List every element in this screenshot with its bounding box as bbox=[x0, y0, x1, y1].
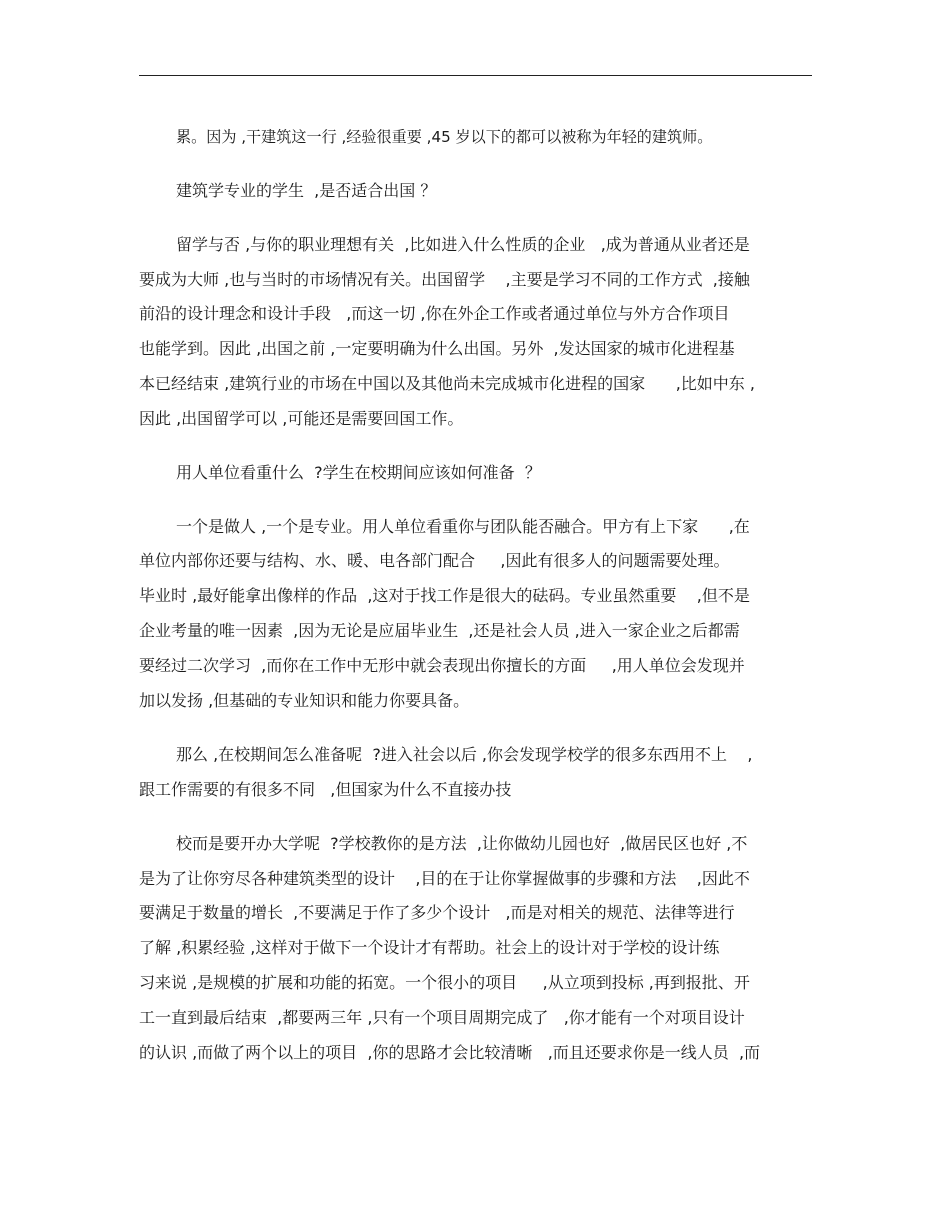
text-line: 单位内部你还要与结构、水、暖、电各部门配合 ,因此有很多人的问题需要处理。 bbox=[139, 551, 730, 570]
text-line: 了解 ,积累经验 ,这样对于做下一个设计才有帮助。社会上的设计对于学校的设计练 bbox=[139, 938, 720, 957]
text-line: 要满足于数量的增长 ,不要满足于作了多少个设计 ,而是对相关的规范、法律等进行 bbox=[139, 903, 735, 922]
header-rule bbox=[139, 75, 812, 76]
text-line: 前沿的设计理念和设计手段 ,而这一切 ,你在外企工作或者通过单位与外方合作项目 bbox=[139, 304, 730, 323]
text-line: 本已经结束 ,建筑行业的市场在中国以及其他尚未完成城市化进程的国家 ,比如中东 , bbox=[139, 374, 755, 393]
text-line: 工一直到最后结束 ,都要两三年 ,只有一个项目周期完成了 ,你才能有一个对项目设计 bbox=[139, 1008, 745, 1027]
text-line: 一个是做人 ,一个是专业。用人单位看重你与团队能否融合。甲方有上下家 ,在 bbox=[176, 517, 750, 536]
text-line: 企业考量的唯一因素 ,因为无论是应届毕业生 ,还是社会人员 ,进入一家企业之后都需 bbox=[139, 621, 740, 640]
text-line: 那么 ,在校期间怎么准备呢 ?进入社会以后 ,你会发现学校学的很多东西用不上 , bbox=[176, 745, 753, 764]
text-line: 留学与否 ,与你的职业理想有关 ,比如进入什么性质的企业 ,成为普通从业者还是 bbox=[176, 235, 750, 254]
section-heading: 建筑学专业的学生 ,是否适合出国 ？ bbox=[176, 181, 437, 200]
text-line: 校而是要开办大学呢 ?学校教你的是方法 ,让你做幼儿园也好 ,做居民区也好 ,不 bbox=[176, 834, 748, 853]
text-line: 要经过二次学习 ,而你在工作中无形中就会表现出你擅长的方面 ,用人单位会发现并 bbox=[139, 656, 745, 675]
text-line: 跟工作需要的有很多不同 ,但国家为什么不直接办技 bbox=[139, 780, 512, 799]
section-heading: 用人单位看重什么 ?学生在校期间应该如何准备 ？ bbox=[176, 463, 541, 482]
text-line: 习来说 ,是规模的扩展和功能的拓宽。一个很小的项目 ,从立项到投标 ,再到报批、开 bbox=[139, 973, 750, 992]
text-line: 累。因为 ,干建筑这一行 ,经验很重要 ,45 岁以下的都可以被称为年轻的建筑师。 bbox=[176, 128, 713, 146]
text-line: 是为了让你穷尽各种建筑类型的设计 ,目的在于让你掌握做事的步骤和方法 ,因此不 bbox=[139, 869, 750, 888]
text-line: 要成为大师 ,也与当时的市场情况有关。出国留学 ,主要是学习不同的工作方式 ,接触 bbox=[139, 270, 750, 289]
text-line: 也能学到。因此 ,出国之前 ,一定要明确为什么出国。另外 ,发达国家的城市化进程基 bbox=[139, 339, 735, 358]
text-line: 加以发扬 ,但基础的专业知识和能力你要具备。 bbox=[139, 691, 470, 710]
text-line: 因此 ,出国留学可以 ,可能还是需要回国工作。 bbox=[139, 409, 464, 428]
text-line: 的认识 ,而做了两个以上的项目 ,你的思路才会比较清晰 ,而且还要求你是一线人员 ,而 bbox=[139, 1043, 761, 1062]
text-line: 毕业时 ,最好能拿出像样的作品 ,这对于找工作是很大的砝码。专业虽然重要 ,但不是 bbox=[139, 586, 750, 605]
